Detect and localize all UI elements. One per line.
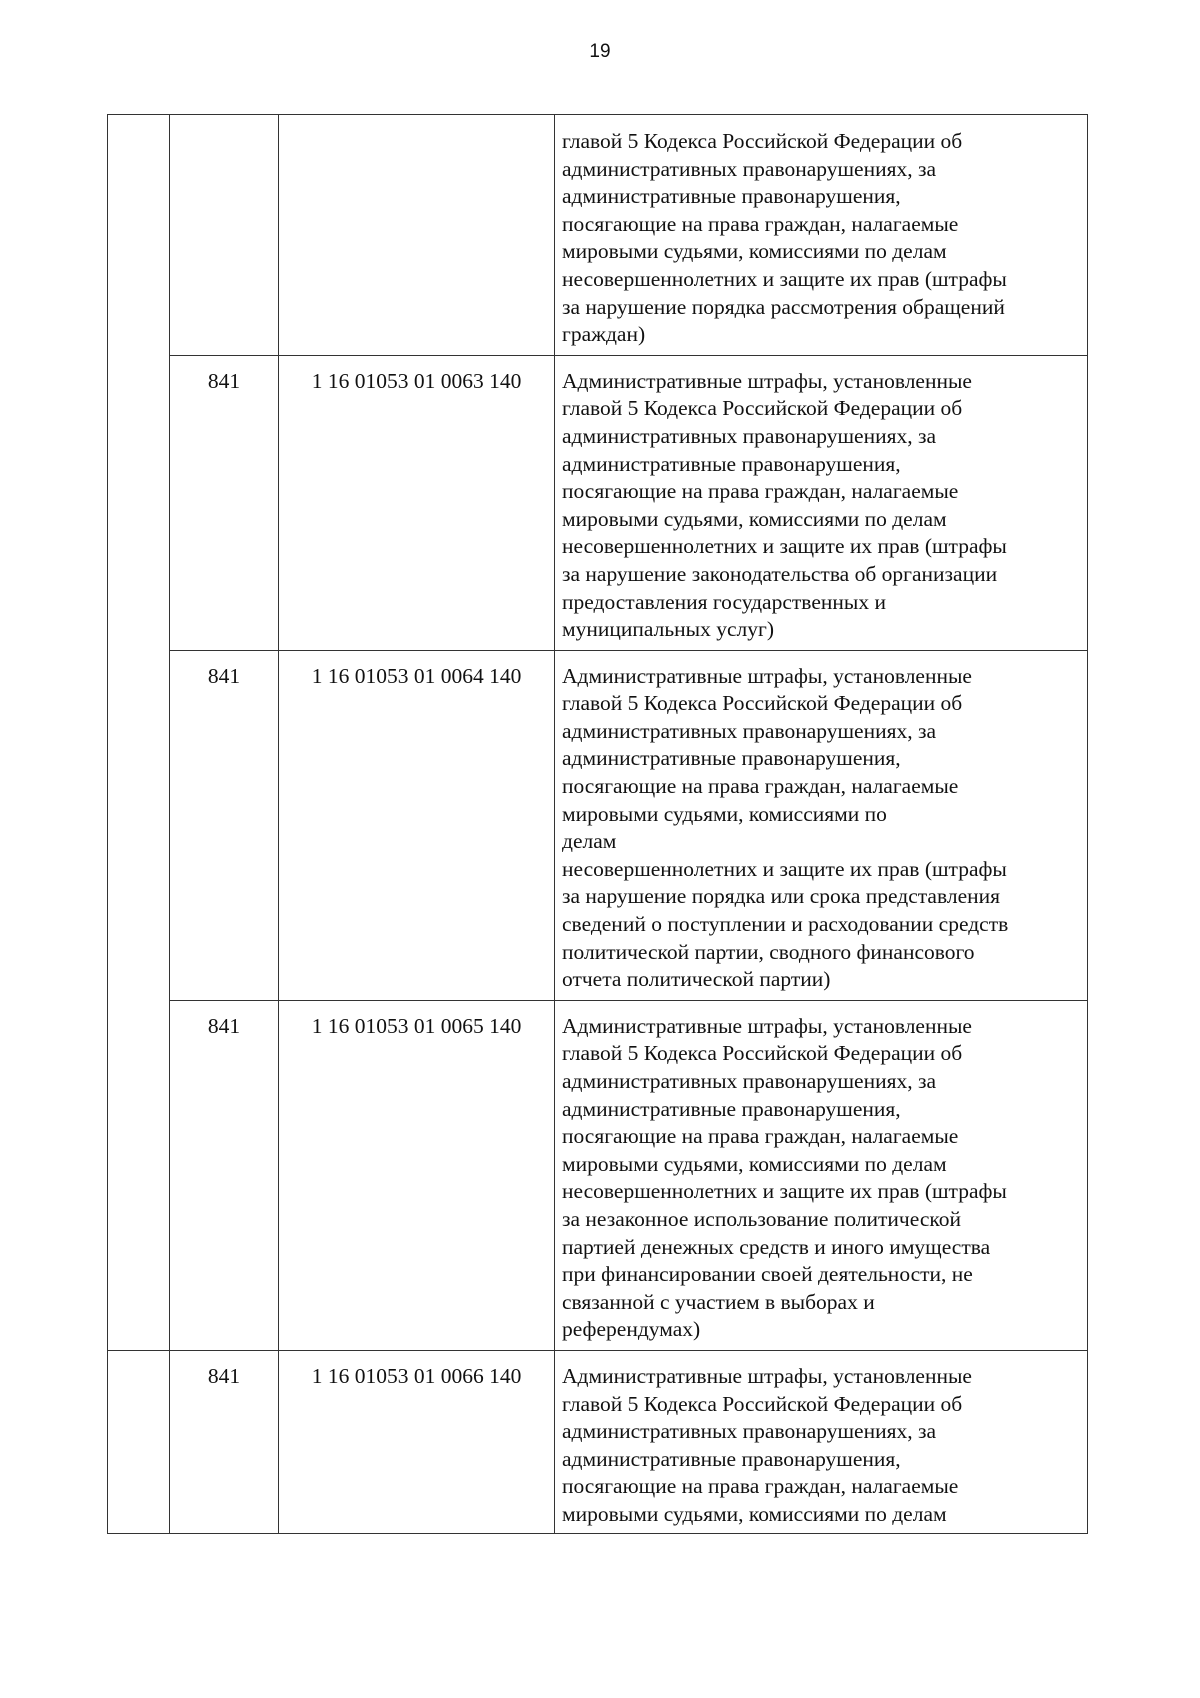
table-row (108, 1350, 1088, 1533)
description-line: Административные штрафы, установленные (562, 663, 972, 688)
description-cell (555, 650, 1088, 1000)
description-line: отчета политической партии) (562, 967, 831, 992)
description-line: административных правонарушениях, за (562, 156, 937, 181)
admin-code-cell: 841 (170, 355, 279, 650)
description-line: несовершеннолетних и защите их прав (штрафы (562, 534, 1007, 559)
description-line: референдумах) (562, 1317, 701, 1342)
description-line: Административные штрафы, установленные (562, 368, 972, 393)
admin-code-cell: 841 (170, 1350, 279, 1533)
description-line: несовершеннолетних и защите их прав (штрафы (562, 266, 1007, 291)
description-line: Административные штрафы, установленные (562, 1363, 972, 1388)
description-line: Административные штрафы, установленные (562, 1013, 972, 1038)
description-cell (555, 355, 1088, 650)
table-row (108, 355, 1088, 650)
description-line: предоставления государственных и (562, 589, 886, 614)
description-line: административные правонарушения, (562, 184, 901, 209)
description-line: административных правонарушениях, за (562, 423, 937, 448)
description-line: за нарушение законодательства об организации (562, 561, 998, 586)
description-line: посягающие на права граждан, налагаемые (562, 1124, 959, 1149)
description-line: партией денежных средств и иного имущества (562, 1234, 991, 1259)
description-line: посягающие на права граждан, налагаемые (562, 1474, 959, 1499)
description-line: за незаконное использование политической (562, 1206, 961, 1231)
table-row (108, 1000, 1088, 1350)
description-line: делам (562, 829, 617, 854)
table-row (108, 650, 1088, 1000)
description-line: главой 5 Кодекса Российской Федерации об (562, 1041, 963, 1066)
description-line: муниципальных услуг) (562, 617, 774, 642)
description-line: несовершеннолетних и защите их прав (штрафы (562, 856, 1007, 881)
budget-classification-table (107, 114, 1088, 1534)
description-line: мировыми судьями, комиссиями по делам (562, 1501, 947, 1526)
kbk-code-cell: 1 16 01053 01 0063 140 (279, 355, 555, 650)
description-line: административных правонарушениях, за (562, 718, 937, 743)
page-number: 19 (589, 41, 611, 62)
description-line: связанной с участием в выборах и (562, 1289, 875, 1314)
admin-code-cell: 841 (170, 1000, 279, 1350)
description-line: административные правонарушения, (562, 1446, 901, 1471)
description-line: административные правонарушения, (562, 746, 901, 771)
description-line: главой 5 Кодекса Российской Федерации об (562, 691, 963, 716)
row-number-cell (108, 115, 170, 1351)
description-line: сведений о поступлении и расходовании средств (562, 912, 1009, 937)
description-line: мировыми судьями, комиссиями по делам (562, 1151, 947, 1176)
description-cell (555, 115, 1088, 356)
description-line: граждан) (562, 322, 646, 347)
description-cell (555, 1350, 1088, 1533)
description-line: политической партии, сводного финансового (562, 939, 975, 964)
description-line: несовершеннолетних и защите их прав (штрафы (562, 1179, 1007, 1204)
description-line: посягающие на права граждан, налагаемые (562, 211, 959, 236)
description-line: посягающие на права граждан, налагаемые (562, 479, 959, 504)
description-line: мировыми судьями, комиссиями по делам (562, 239, 947, 264)
admin-code-cell: 841 (170, 650, 279, 1000)
row-number-cell (108, 1350, 170, 1533)
description-line: административные правонарушения, (562, 1096, 901, 1121)
description-line: административных правонарушениях, за (562, 1419, 937, 1444)
description-line: при финансировании своей деятельности, не (562, 1262, 973, 1287)
description-line: за нарушение порядка или срока представления (562, 884, 1001, 909)
description-line: посягающие на права граждан, налагаемые (562, 774, 959, 799)
kbk-code-cell: 1 16 01053 01 0066 140 (279, 1350, 555, 1533)
description-line: мировыми судьями, комиссиями по делам (562, 506, 947, 531)
description-line: главой 5 Кодекса Российской Федерации об (562, 129, 963, 153)
description-line: за нарушение порядка рассмотрения обращений (562, 294, 1005, 319)
description-line: главой 5 Кодекса Российской Федерации об (562, 1391, 963, 1416)
description-line: мировыми судьями, комиссиями по (562, 801, 887, 826)
description-cell (555, 1000, 1088, 1350)
table-row (108, 115, 1088, 356)
kbk-code-cell (279, 115, 555, 356)
description-line: административных правонарушениях, за (562, 1069, 937, 1093)
kbk-code-cell: 1 16 01053 01 0064 140 (279, 650, 555, 1000)
kbk-code-cell: 1 16 01053 01 0065 140 (279, 1000, 555, 1350)
description-line: главой 5 Кодекса Российской Федерации об (562, 396, 963, 421)
description-line: административные правонарушения, (562, 451, 901, 476)
admin-code-cell (170, 115, 279, 356)
